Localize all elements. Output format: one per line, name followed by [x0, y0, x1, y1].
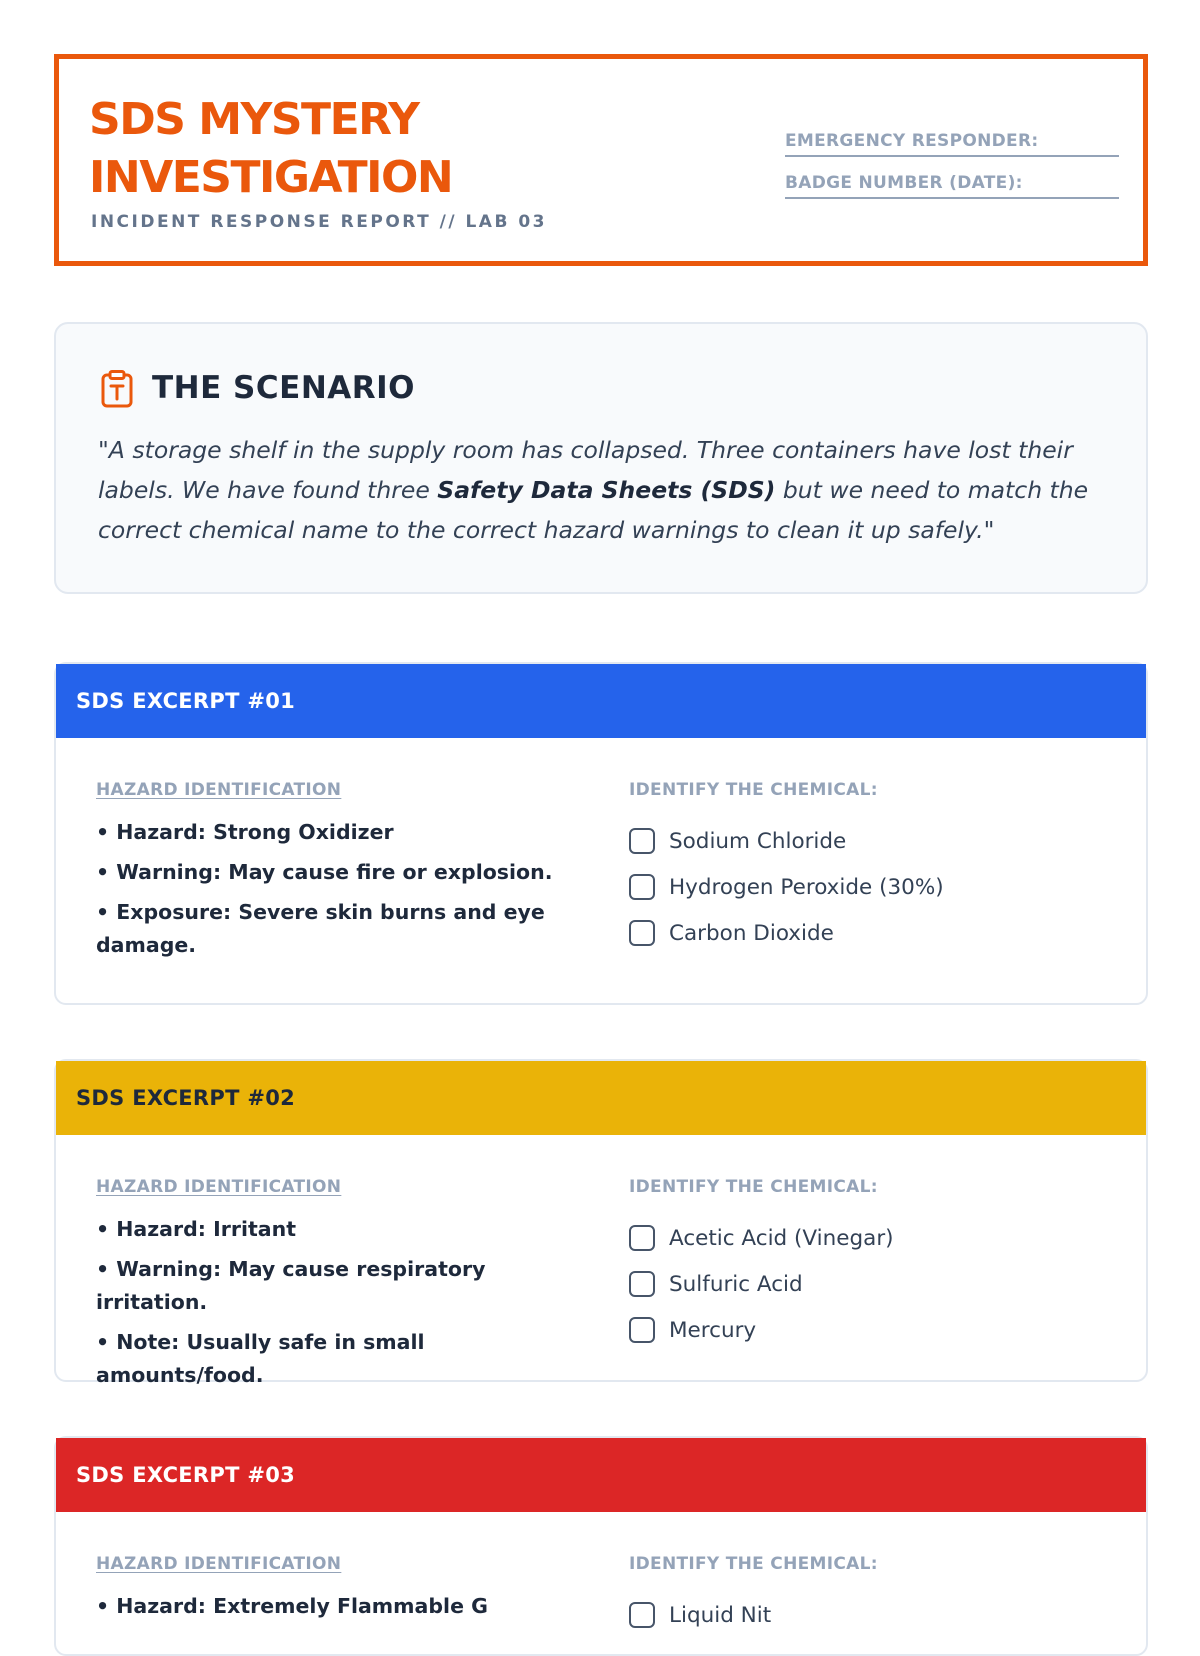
chemical-option[interactable]: Carbon Dioxide: [629, 910, 944, 956]
sds-card-03: [54, 1436, 1148, 1656]
checkbox[interactable]: [629, 1225, 655, 1251]
responder-field[interactable]: EMERGENCY RESPONDER:: [785, 131, 1119, 157]
hazard-list: [96, 1590, 576, 1630]
hazard-item: • Note: Usually safe in small amounts/food.: [96, 1330, 425, 1387]
hazard-title: HAZARD IDENTIFICATION: [96, 780, 342, 800]
scenario-panel: [54, 322, 1148, 594]
chemical-options: [629, 1592, 771, 1638]
checkbox[interactable]: [629, 828, 655, 854]
chemical-options: [629, 818, 944, 956]
checkbox[interactable]: [629, 1317, 655, 1343]
badge-number-field[interactable]: BADGE NUMBER (DATE):: [785, 173, 1119, 199]
hazard-item: • Hazard: Strong Oxidizer: [96, 820, 394, 844]
card-header: SDS EXCERPT #02: [56, 1061, 1146, 1135]
hazard-list: [96, 816, 576, 969]
identify-title: IDENTIFY THE CHEMICAL:: [629, 1554, 878, 1574]
scenario-text: "A storage shelf in the supply room has collapsed. Three containers have lost their labels. We have found three Safety Data Sheets (SDS) but we need to match the correct chemical name to the correct hazard warnings to clean it up safely.": [98, 436, 1089, 544]
hazard-item: • Warning: May cause fire or explosion.: [96, 860, 553, 884]
hazard-item: • Hazard: Irritant: [96, 1217, 297, 1241]
hazard-item: • Hazard: Extremely Flammable G: [96, 1594, 488, 1618]
identify-title: IDENTIFY THE CHEMICAL:: [629, 1177, 878, 1197]
sds-card-02: [54, 1059, 1148, 1387]
clipboard-icon: [100, 370, 134, 408]
chemical-option[interactable]: Hydrogen Peroxide (30%): [629, 864, 944, 910]
checkbox[interactable]: [629, 1602, 655, 1628]
sds-card-01: [54, 662, 1148, 1005]
page-subtitle: INCIDENT RESPONSE REPORT // LAB 03: [91, 212, 547, 232]
chemical-options: [629, 1215, 894, 1353]
checkbox[interactable]: [629, 1271, 655, 1297]
checkbox[interactable]: [629, 920, 655, 946]
hazard-title: HAZARD IDENTIFICATION: [96, 1177, 342, 1197]
card-header: SDS EXCERPT #03: [56, 1438, 1146, 1512]
report-header: [54, 54, 1148, 266]
identify-title: IDENTIFY THE CHEMICAL:: [629, 780, 878, 800]
page-title: SDS MYSTERY INVESTIGATION: [89, 94, 453, 203]
card-header: SDS EXCERPT #01: [56, 664, 1146, 738]
chemical-option[interactable]: Acetic Acid (Vinegar): [629, 1215, 894, 1261]
hazard-list: [96, 1213, 576, 1399]
chemical-option[interactable]: Mercury: [629, 1307, 894, 1353]
sds-highlight: Safety Data Sheets (SDS): [437, 476, 776, 504]
chemical-option[interactable]: Liquid Nit: [629, 1592, 771, 1638]
hazard-title: HAZARD IDENTIFICATION: [96, 1554, 342, 1574]
hazard-item: • Exposure: Severe skin burns and eye damage.: [96, 900, 545, 957]
hazard-item: • Warning: May cause respiratory irritation.: [96, 1257, 486, 1314]
checkbox[interactable]: [629, 874, 655, 900]
scenario-title: THE SCENARIO: [152, 370, 416, 406]
chemical-option[interactable]: Sulfuric Acid: [629, 1261, 894, 1307]
chemical-option[interactable]: Sodium Chloride: [629, 818, 944, 864]
